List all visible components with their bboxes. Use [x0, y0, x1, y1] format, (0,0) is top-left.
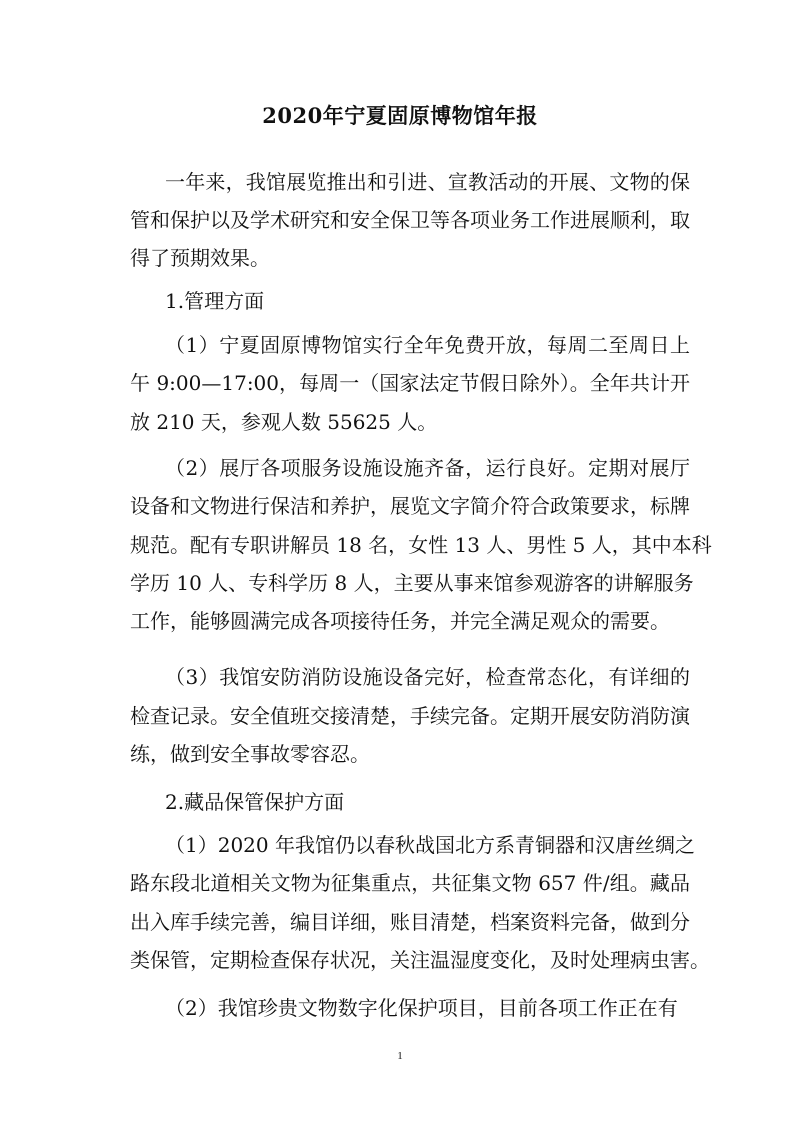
body-text-line: （3）我馆安防消防设施设备完好，检查常态化，有详细的: [165, 665, 690, 689]
body-text-line: 管和保护以及学术研究和安全保卫等各项业务工作进展顺利，取: [130, 208, 690, 232]
body-text-line: 练，做到安全事故零容忍。: [130, 742, 370, 766]
body-text-line: 设备和文物进行保洁和养护，展览文字简介符合政策要求，标牌: [130, 494, 690, 518]
body-text-line: 午 9:00—17:00，每周一（国家法定节假日除外）。全年共计开: [130, 371, 690, 395]
body-text-line: 学历 10 人、专科学历 8 人，主要从事来馆参观游客的讲解服务: [130, 571, 694, 595]
body-text-line: 出入库手续完善，编目详细，账目清楚，档案资料完备，做到分: [130, 910, 690, 934]
page-number: 1: [397, 1050, 403, 1062]
body-text-line: （2）展厅各项服务设施设施齐备，运行良好。定期对展厅: [165, 456, 690, 480]
section-heading: 1.管理方面: [165, 289, 265, 313]
page-title: 2020年宁夏固原博物馆年报: [262, 103, 538, 128]
section-heading: 2.藏品保管保护方面: [165, 790, 345, 814]
body-text-line: （2）我馆珍贵文物数字化保护项目，目前各项工作正在有: [165, 996, 678, 1020]
body-text-line: 路东段北道相关文物为征集重点，共征集文物 657 件/组。藏品: [130, 871, 690, 895]
body-text-line: 放 210 天，参观人数 55625 人。: [130, 410, 438, 434]
body-text-line: 检查记录。安全值班交接清楚，手续完备。定期开展安防消防演: [130, 704, 690, 728]
body-text-line: （1）2020 年我馆仍以春秋战国北方系青铜器和汉唐丝绸之: [165, 833, 695, 857]
body-text-line: 类保管，定期检查保存状况，关注温湿度变化，及时处理病虫害。: [130, 948, 710, 972]
body-text-line: 得了预期效果。: [130, 246, 270, 270]
body-text-line: 工作，能够圆满完成各项接待任务，并完全满足观众的需要。: [130, 609, 670, 633]
body-text-line: 一年来，我馆展览推出和引进、宣教活动的开展、文物的保: [165, 170, 690, 194]
body-text-line: 规范。配有专职讲解员 18 名，女性 13 人、男性 5 人，其中本科: [130, 533, 712, 557]
body-text-line: （1）宁夏固原博物馆实行全年免费开放，每周二至周日上: [165, 333, 690, 357]
